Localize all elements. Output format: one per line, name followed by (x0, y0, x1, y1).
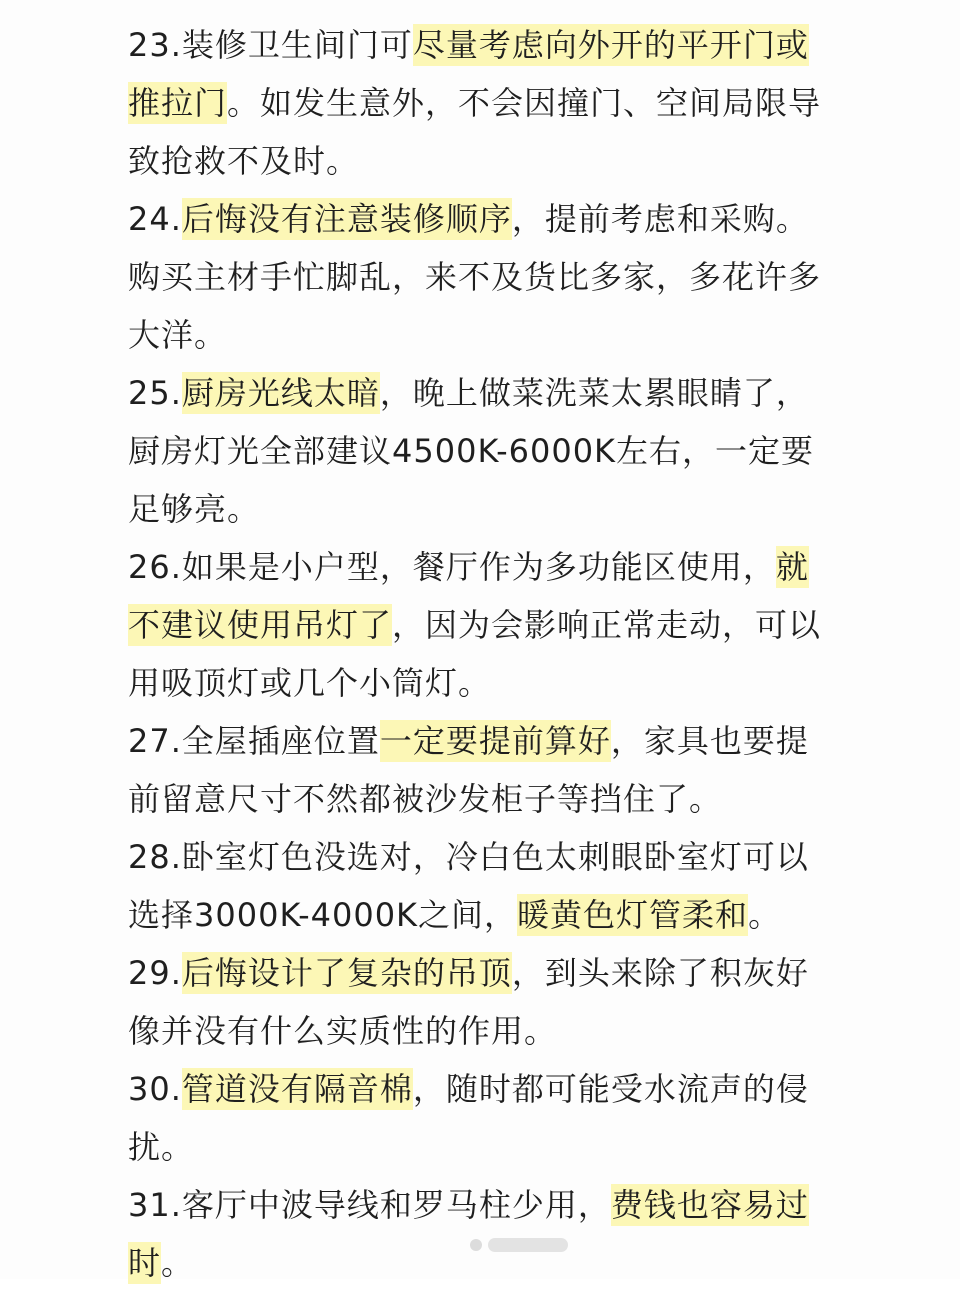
tip-paragraph (128, 944, 828, 1060)
watermark-logo-icon (470, 1239, 482, 1251)
tip-text: 。 (748, 896, 782, 934)
tip-paragraph (128, 828, 828, 944)
highlighted-text: 厨房光线太暗 (181, 374, 380, 412)
tip-text: 23.装修卫生间门可 (128, 26, 413, 64)
highlighted-text: 尽量考虑向外开的平开门或推拉门 (128, 26, 809, 122)
tip-text: ，提前考虑和采购。购买主材手忙脚乱，来不及货比多家，多花许多大洋。 (128, 200, 822, 354)
watermark (470, 1232, 568, 1258)
tip-text: 。 (161, 1244, 195, 1282)
highlighted-text: 费钱也容易过时 (128, 1186, 809, 1282)
tip-text: 31.客厅中波导线和罗马柱少用， (128, 1186, 611, 1224)
tip-text: ，到头来除了积灰好像并没有什么实质性的作用。 (128, 954, 809, 1050)
tip-text: ，家具也要提前留意尺寸不然都被沙发柜子等挡住了。 (128, 722, 809, 818)
tip-paragraph (128, 712, 828, 828)
tip-paragraph (128, 1060, 828, 1176)
tips-list (128, 16, 828, 1292)
highlighted-text: 后悔设计了复杂的吊顶 (181, 954, 512, 992)
tip-text: ，晚上做菜洗菜太累眼睛了，厨房灯光全部建议4500K-6000K左右，一定要足够亮。 (128, 374, 815, 528)
tip-text: 28.卧室灯色没选对，冷白色太刺眼卧室灯可以选择3000K-4000K之间， (128, 838, 809, 934)
tip-paragraph (128, 538, 828, 712)
highlighted-text: 一定要提前算好 (379, 722, 611, 760)
tip-paragraph (128, 190, 828, 364)
tip-text: 24. (128, 200, 182, 238)
tip-text: 25. (128, 374, 182, 412)
tip-paragraph (128, 16, 828, 190)
highlighted-text: 后悔没有注意装修顺序 (181, 200, 512, 238)
highlighted-text: 管道没有隔音棉 (181, 1070, 413, 1108)
watermark-blur (488, 1238, 568, 1252)
highlighted-text: 暖黄色灯管柔和 (517, 896, 749, 934)
tip-text: 27.全屋插座位置 (128, 722, 380, 760)
tip-text: 。如发生意外，不会因撞门、空间局限导致抢救不及时。 (128, 84, 822, 180)
tip-text: 30. (128, 1070, 182, 1108)
tip-text: 26.如果是小户型，餐厅作为多功能区使用， (128, 548, 776, 586)
tip-text: ，随时都可能受水流声的侵扰。 (128, 1070, 809, 1166)
tip-paragraph (128, 364, 828, 538)
tip-text: 29. (128, 954, 182, 992)
highlighted-text: 就不建议使用吊灯了 (128, 548, 809, 644)
tip-text: ，因为会影响正常走动，可以用吸顶灯或几个小筒灯。 (128, 606, 822, 702)
